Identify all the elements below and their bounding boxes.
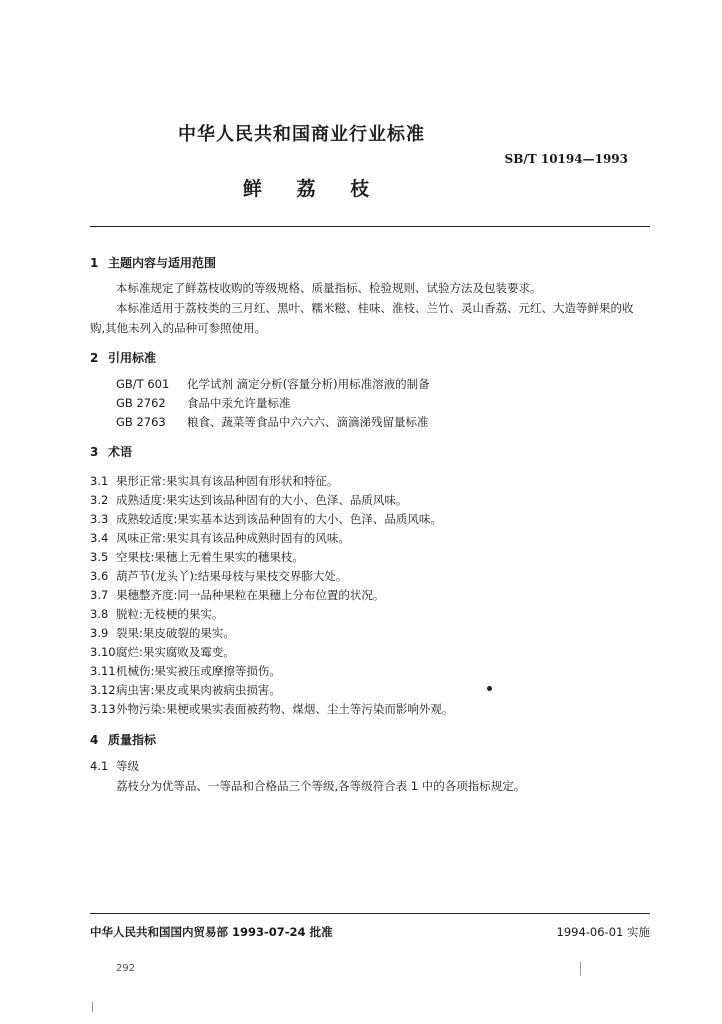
term-number: 3.5 bbox=[90, 550, 109, 564]
scan-margin-mark bbox=[92, 1002, 93, 1012]
standard-code: SB/T 10194—1993 bbox=[504, 152, 628, 166]
term-text: 葫芦节(龙头丫):结果母枝与果枝交界膨大处。 bbox=[116, 569, 348, 583]
term-number: 3.11 bbox=[90, 664, 116, 678]
term-text: 裂果:果皮破裂的果实。 bbox=[116, 626, 235, 640]
term-number: 3.9 bbox=[90, 626, 109, 640]
reference-code: GB 2762 bbox=[116, 396, 166, 410]
scan-margin-mark bbox=[580, 962, 581, 976]
reference-item bbox=[116, 414, 429, 430]
term-item bbox=[90, 492, 407, 508]
term-item bbox=[90, 473, 338, 489]
footer-divider bbox=[90, 913, 650, 914]
section-title: 引用标准 bbox=[108, 351, 157, 365]
term-text: 机械伤:果实被压或摩擦等损伤。 bbox=[116, 664, 281, 678]
term-number: 3.10 bbox=[90, 645, 116, 659]
term-number: 3.13 bbox=[90, 702, 116, 716]
term-number: 3.4 bbox=[90, 531, 109, 545]
term-item bbox=[90, 606, 223, 622]
term-item bbox=[90, 568, 347, 584]
term-number: 3.7 bbox=[90, 588, 109, 602]
term-number: 3.1 bbox=[90, 474, 109, 488]
section-number: 2 bbox=[90, 351, 99, 365]
term-text: 成熟较适度:果实基本达到该品种固有的大小、色泽、品质风味。 bbox=[116, 512, 442, 526]
section-number: 4 bbox=[90, 733, 99, 747]
section-number: 1 bbox=[90, 256, 99, 270]
reference-item bbox=[116, 395, 291, 411]
term-text: 果形正常:果实具有该品种固有形状和特征。 bbox=[116, 474, 339, 488]
reference-code: GB 2763 bbox=[116, 415, 166, 429]
scan-speck bbox=[487, 686, 492, 691]
reference-item bbox=[116, 376, 430, 392]
section-number: 3 bbox=[90, 445, 99, 459]
effective-date: 1994-06-01 实施 bbox=[556, 925, 650, 939]
paragraph-continued: 购,其他未列入的品种可参照使用。 bbox=[90, 321, 267, 335]
term-text: 病虫害:果皮或果肉被病虫损害。 bbox=[116, 683, 281, 697]
term-number: 3.8 bbox=[90, 607, 109, 621]
term-text: 空果枝:果穗上无着生果实的穗果枝。 bbox=[116, 550, 304, 564]
approval-line: 中华人民共和国国内贸易部 1993-07-24 批准 bbox=[90, 925, 333, 939]
standard-category-header: 中华人民共和国商业行业标准 bbox=[178, 124, 425, 145]
reference-code: GB/T 601 bbox=[116, 377, 170, 391]
term-text: 果穗整齐度:同一品种果粒在果穗上分布位置的状况。 bbox=[116, 588, 385, 602]
term-item bbox=[90, 587, 384, 603]
term-text: 腐烂:果实腐败及霉变。 bbox=[116, 645, 235, 659]
header-divider bbox=[90, 226, 650, 227]
term-text: 成熟适度:果实达到该品种固有的大小、色泽、品质风味。 bbox=[116, 493, 408, 507]
term-text: 风味正常:果实具有该品种成熟时固有的风味。 bbox=[116, 531, 350, 545]
term-text: 外物污染:果梗或果实表面被药物、煤烟、尘土等污染而影响外观。 bbox=[116, 702, 454, 716]
reference-title: 化学试剂 滴定分析(容量分析)用标准溶液的制备 bbox=[187, 377, 430, 391]
term-item bbox=[90, 530, 350, 546]
term-item bbox=[90, 682, 281, 698]
reference-title: 食品中汞允许量标准 bbox=[187, 396, 291, 410]
term-item bbox=[90, 511, 442, 527]
subsection-title: 等级 bbox=[116, 759, 139, 773]
term-item bbox=[90, 625, 235, 641]
subsection-heading bbox=[90, 758, 139, 774]
section-title: 术语 bbox=[108, 445, 133, 459]
paragraph: 荔枝分为优等品、一等品和合格品三个等级,各等级符合表 1 中的各项指标规定。 bbox=[116, 779, 526, 793]
subsection-number: 4.1 bbox=[90, 759, 109, 773]
paragraph: 本标准规定了鲜荔枝收购的等级规格、质量指标、检验规则、试验方法及包装要求。 bbox=[116, 281, 542, 295]
term-item bbox=[90, 701, 453, 717]
term-item bbox=[90, 549, 304, 565]
section-heading bbox=[90, 731, 156, 748]
section-title: 质量指标 bbox=[108, 733, 157, 747]
term-number: 3.6 bbox=[90, 569, 109, 583]
term-item bbox=[90, 644, 235, 660]
term-number: 3.3 bbox=[90, 512, 109, 526]
paragraph: 本标准适用于荔枝类的三月红、黑叶、糯米糍、桂味、淮枝、兰竹、灵山香荔、元红、大造等鲜果的收 bbox=[116, 301, 634, 315]
term-item bbox=[90, 663, 281, 679]
section-heading bbox=[90, 349, 156, 366]
section-heading bbox=[90, 254, 216, 271]
reference-title: 粮食、蔬菜等食品中六六六、滴滴涕残留量标准 bbox=[187, 415, 429, 429]
term-number: 3.12 bbox=[90, 683, 116, 697]
page-number: 292 bbox=[116, 963, 136, 974]
section-heading bbox=[90, 443, 132, 460]
document-title: 鲜 荔 枝 bbox=[242, 178, 384, 200]
term-text: 脱粒:无枝梗的果实。 bbox=[116, 607, 224, 621]
term-number: 3.2 bbox=[90, 493, 109, 507]
section-title: 主题内容与适用范围 bbox=[108, 256, 217, 270]
